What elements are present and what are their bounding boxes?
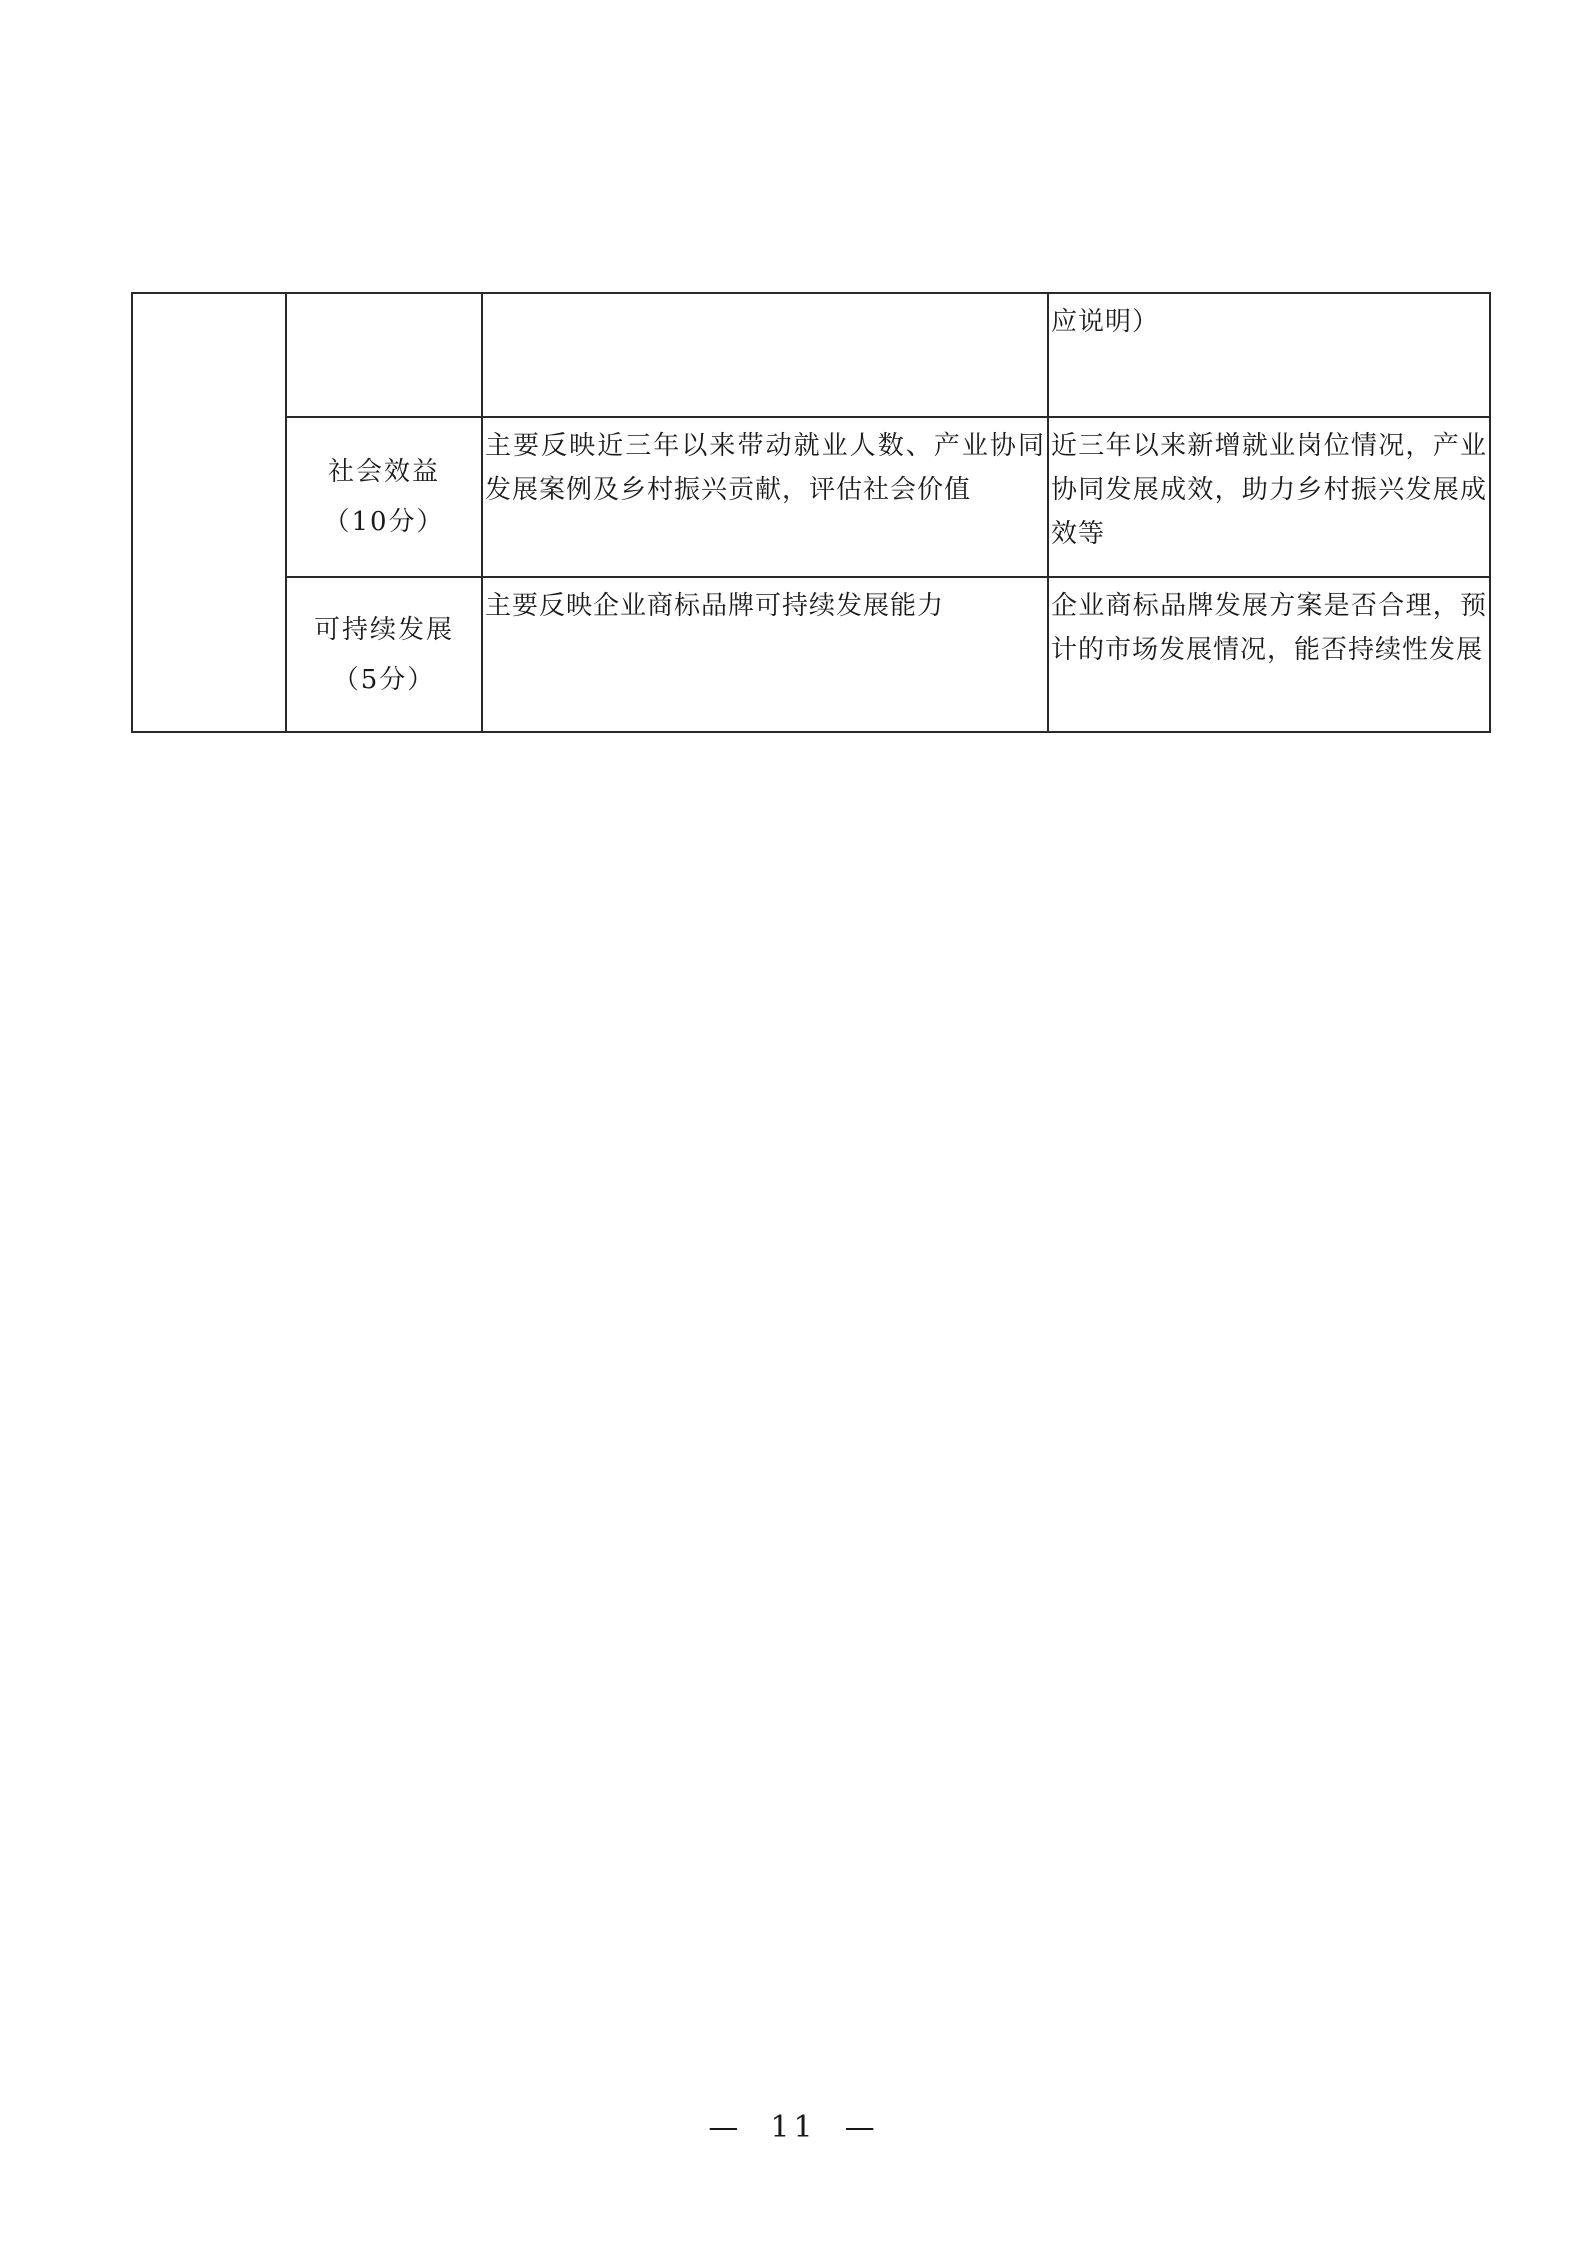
page-number-dash-left: — — [708, 2110, 743, 2145]
table-row — [132, 417, 1490, 577]
table-row — [132, 293, 1490, 417]
category-name: 可持续发展 — [313, 614, 454, 645]
page-number-dash-right: — — [844, 2110, 879, 2145]
page-number-value: 11 — [770, 2110, 817, 2145]
standard-cell: 近三年以来新增就业岗位情况，产业协同发展成效，助力乡村振兴发展成效等 — [1048, 417, 1490, 577]
category-cell — [286, 293, 482, 417]
description-cell — [482, 293, 1048, 417]
page-number — [0, 2110, 1587, 2145]
evaluation-table — [131, 292, 1491, 733]
standard-cell: 企业商标品牌发展方案是否合理，预计的市场发展情况，能否持续性发展 — [1048, 577, 1490, 732]
category-name: 社会效益 — [327, 457, 440, 487]
table-row — [132, 577, 1490, 732]
category-cell — [286, 577, 482, 732]
description-cell: 主要反映企业商标品牌可持续发展能力 — [482, 577, 1048, 732]
category-score: （10分） — [323, 507, 445, 537]
standard-cell: 应说明） — [1048, 293, 1490, 417]
category-score: （5分） — [332, 664, 436, 695]
category-cell — [286, 417, 482, 577]
description-cell: 主要反映近三年以来带动就业人数、产业协同发展案例及乡村振兴贡献，评估社会价值 — [482, 417, 1048, 577]
merged-dimension-cell — [132, 293, 286, 732]
